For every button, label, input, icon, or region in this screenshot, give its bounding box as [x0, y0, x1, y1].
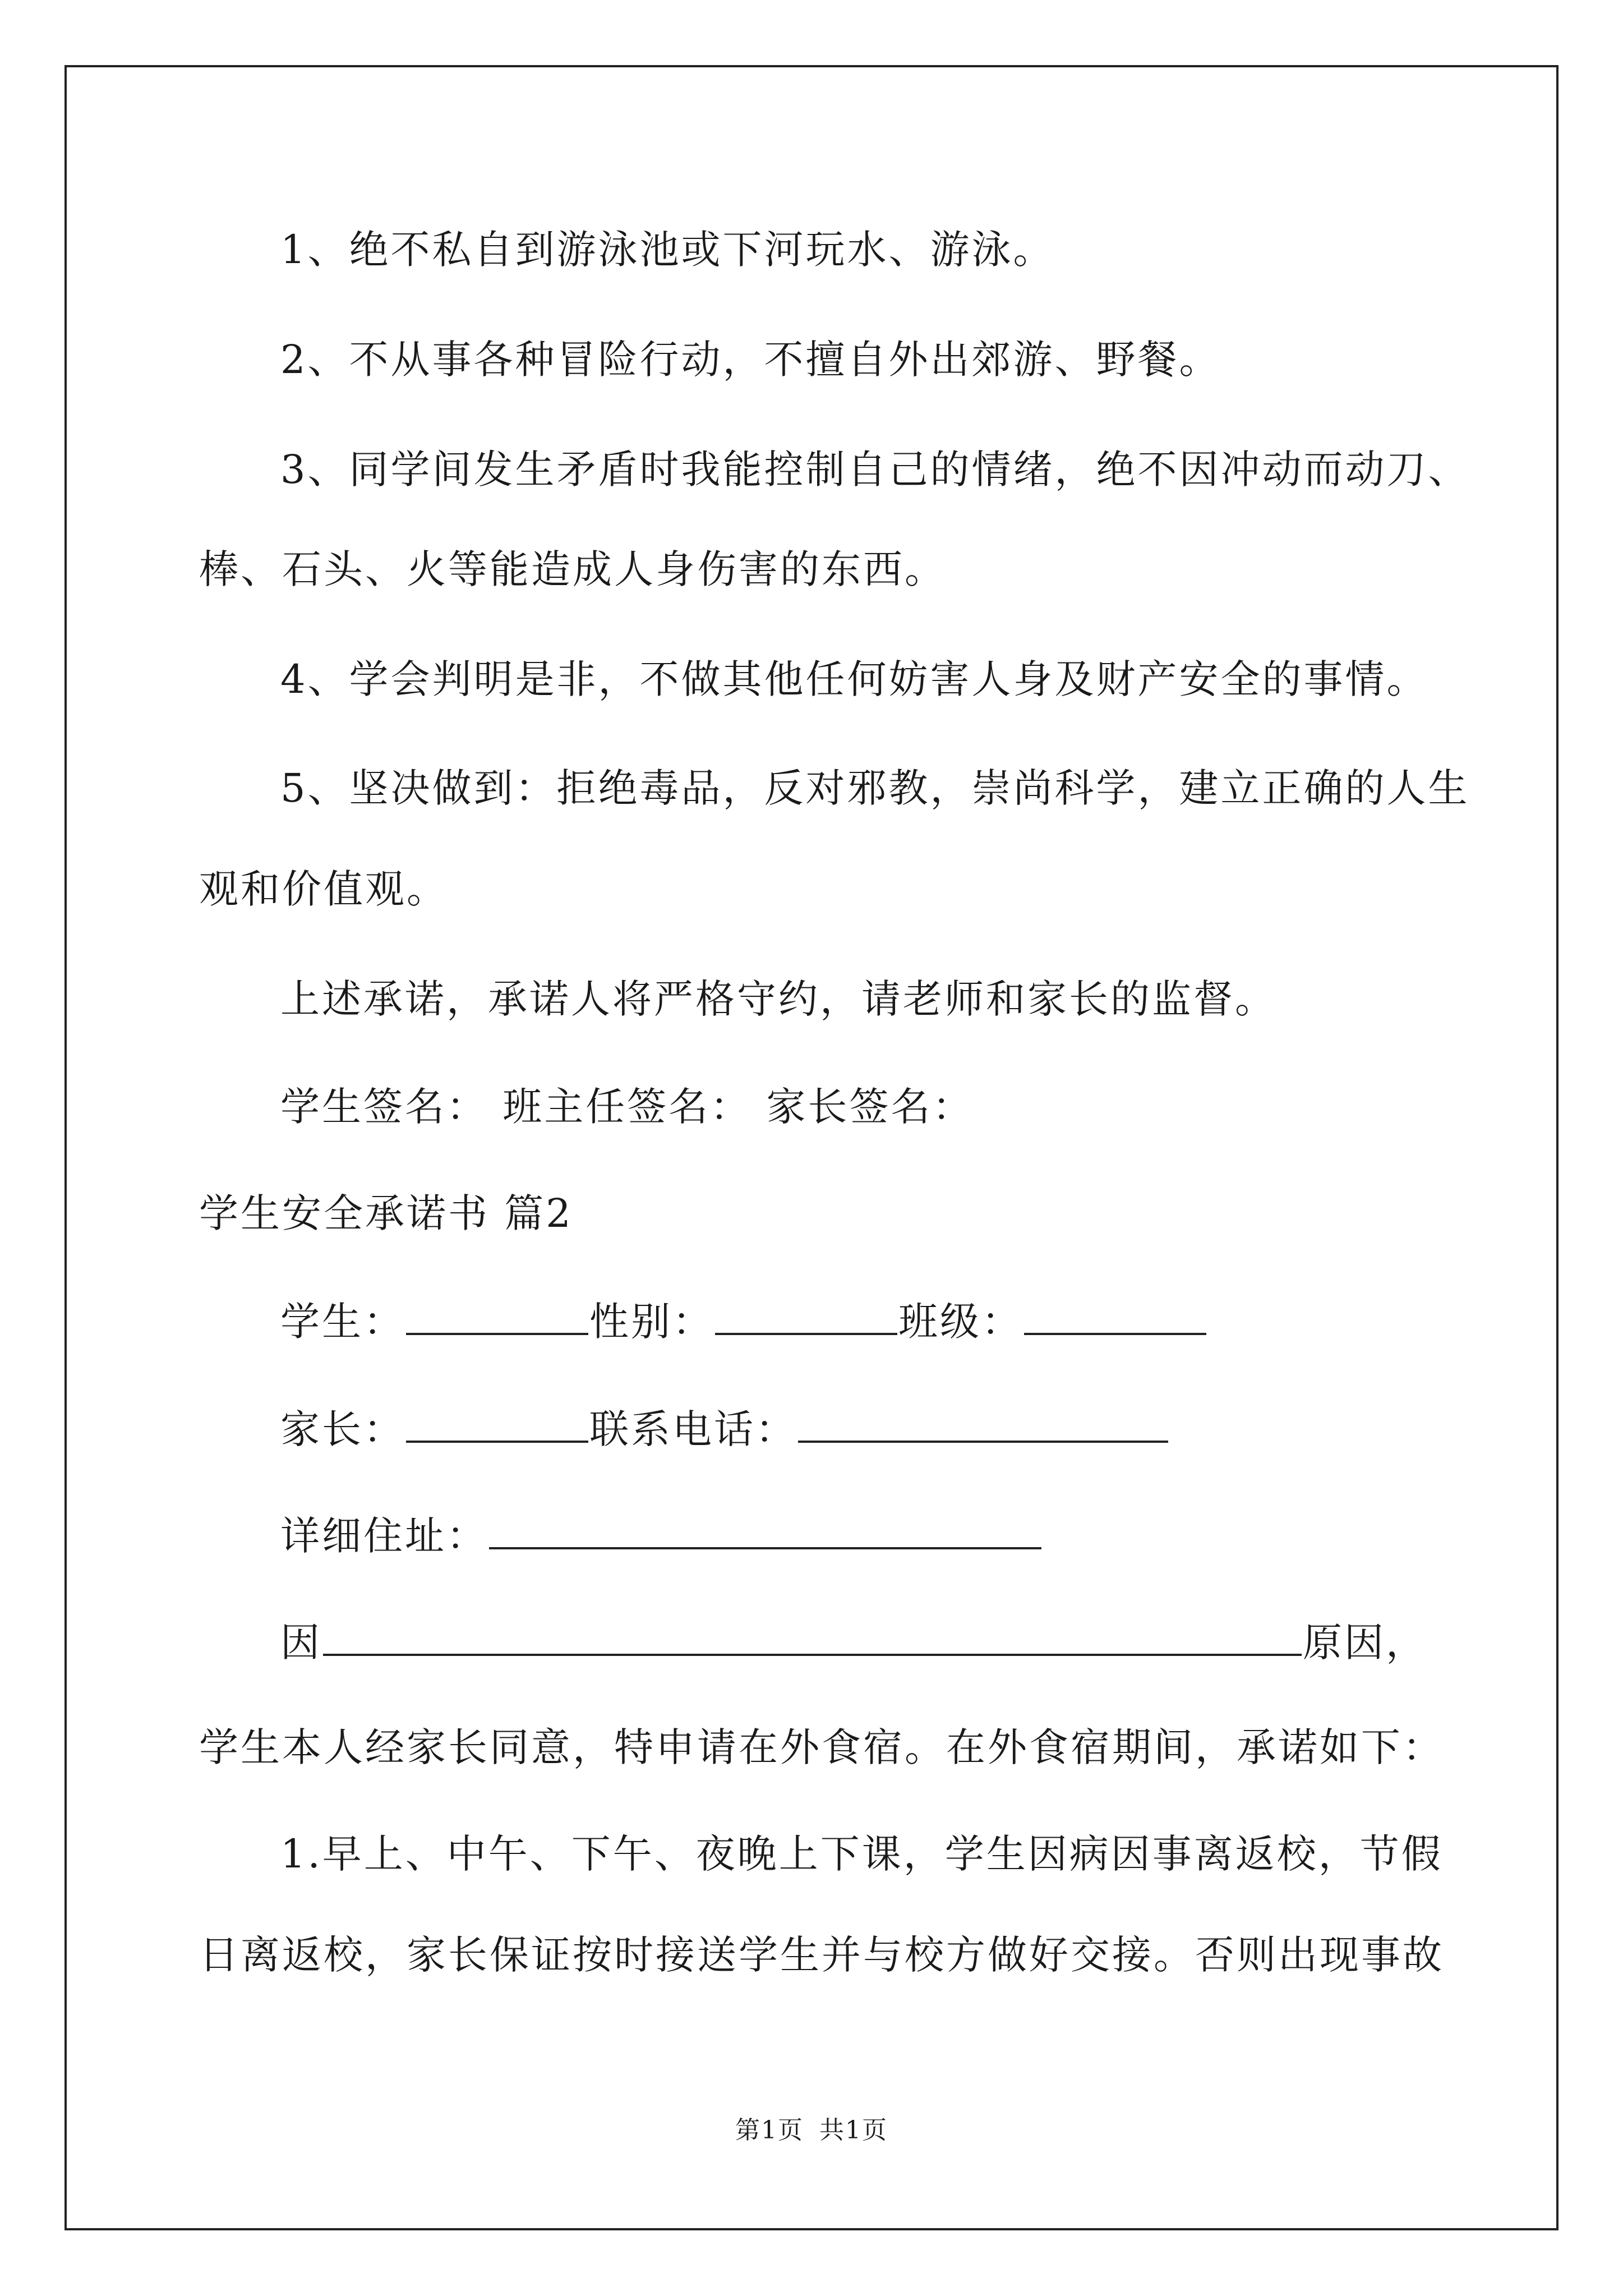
rule-1-continued: 日离返校，家长保证按时接送学生并与校方做好交接。否则出现事故 [199, 1932, 1444, 1978]
item-5: 5、坚决做到：拒绝毒品，反对邪教，崇尚科学，建立正确的人生 [280, 765, 1470, 811]
page-frame [64, 65, 1559, 2230]
item-3-continued: 棒、石头、火等能造成人身伤害的东西。 [199, 546, 946, 592]
page-number-current: 第1页 [735, 2116, 804, 2145]
phone-field[interactable] [798, 1401, 1168, 1443]
reason-field[interactable] [323, 1614, 1302, 1656]
class-field[interactable] [1024, 1294, 1206, 1335]
phone-label: 联系电话： [589, 1406, 797, 1452]
student-name-field[interactable] [406, 1294, 588, 1335]
address-label: 详细住址： [280, 1513, 488, 1559]
address-field[interactable] [489, 1508, 1041, 1549]
item-2: 2、不从事各种冒险行动，不擅自外出郊游、野餐。 [280, 337, 1221, 383]
form-row-student [280, 1294, 1207, 1347]
rule-1: 1.早上、中午、下午、夜晚上下课，学生因病因事离返校，节假 [280, 1831, 1443, 1877]
item-4: 4、学会判明是非，不做其他任何妨害人身及财产安全的事情。 [280, 656, 1428, 702]
page-number-total: 共1页 [819, 2116, 888, 2145]
reason-prefix: 因 [280, 1619, 322, 1665]
reason-suffix: 原因， [1303, 1619, 1427, 1665]
gender-field[interactable] [715, 1294, 897, 1335]
item-1: 1、绝不私自到游泳池或下河玩水、游泳。 [280, 227, 1055, 273]
item-3: 3、同学间发生矛盾时我能控制自己的情绪，绝不因冲动而动刀、 [280, 447, 1470, 493]
class-label: 班级： [898, 1299, 1023, 1345]
parent-name-field[interactable] [406, 1401, 588, 1443]
form-row-address [280, 1508, 1043, 1561]
form-row-reason [280, 1614, 1427, 1668]
item-5-continued: 观和价值观。 [199, 866, 448, 912]
section-title: 学生安全承诺书 篇2 [199, 1190, 573, 1236]
commitment-statement: 上述承诺，承诺人将严格守约，请老师和家长的监督。 [280, 976, 1276, 1022]
form-row-parent [280, 1401, 1169, 1455]
parent-label: 家长： [280, 1406, 405, 1452]
application-statement: 学生本人经家长同意，特申请在外食宿。在外食宿期间，承诺如下： [199, 1724, 1444, 1770]
signature-line: 学生签名： 班主任签名： 家长签名： [280, 1084, 974, 1130]
student-label: 学生： [280, 1299, 405, 1345]
page-footer [0, 2114, 1623, 2147]
gender-label: 性别： [589, 1299, 714, 1345]
